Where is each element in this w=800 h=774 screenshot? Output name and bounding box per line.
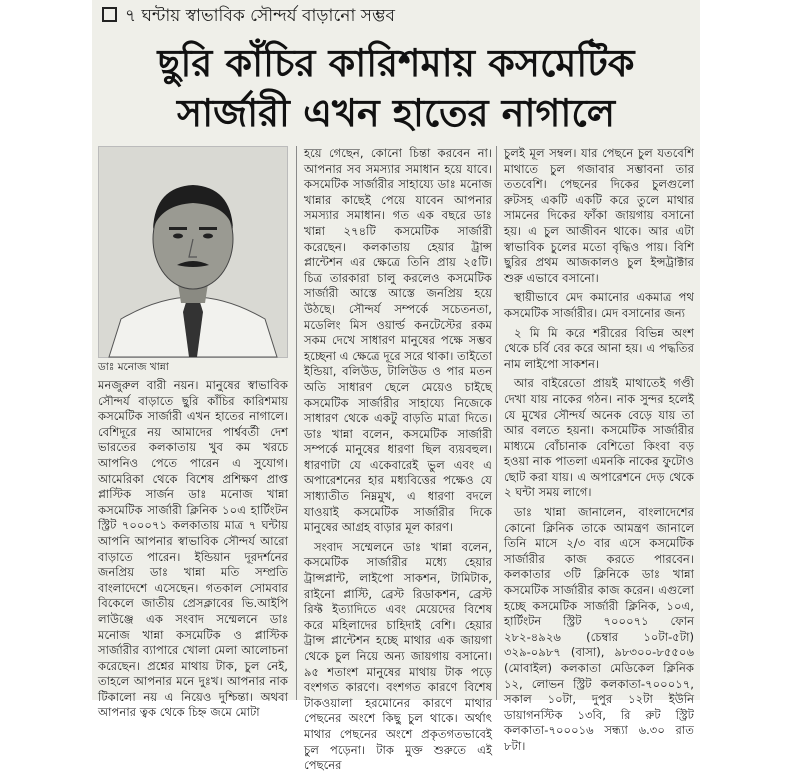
photo-caption: ডাঃ মনোজ খান্না (98, 361, 169, 373)
column-rule (296, 146, 297, 700)
portrait-photo (98, 146, 288, 358)
kicker-text: ৭ ঘন্টায় স্বাভাবিক সৌন্দর্য বাড়ানো সম্ভব (125, 6, 395, 26)
kicker-line (102, 5, 692, 27)
headline-line-1: ছুরি কাঁচির কারিশমায় কসমেটিক (157, 41, 635, 85)
article-column-2 (304, 146, 492, 773)
headline-line-2: সার্জারী এখন হাতের নাগালে (176, 91, 616, 135)
column-rule (496, 146, 497, 700)
paragraph: মনজুরুল বারী নয়ন। মানুষের স্বাভাবিক সৌন্দর্য বাড়াতে ছুরি কাঁচির কারিশমায় কসমেটিক সার্জারী এখন হাতের নাগালে। বেশিদূরে নয় আমাদের পার্শ্ববর্তী দেশ ভারতের কলকাতায় খুব কম খরচে আপনিও পেতে পারেন এ সুযোগ। আমেরিকা থেকে বিশেষ প্রশিক্ষণ প্রাপ্ত প্লাস্টিক সার্জন ডাঃ মনোজ খান্না কসমেটিক সার্জারী ক্লিনিক ১০এ হার্টিংটন স্ট্রিট ৭০০০৭১ কলকাতায় মাত্র ৭ ঘন্টায় আপনি আপনার স্বাভাবিক সৌন্দর্য আরো বাড়াতে পারেন। ইন্ডিয়ান দূরদর্শনের জনপ্রিয় ডাঃ খান্না মতি সম্প্রতি বাংলাদেশে এসেছেন। গতকাল সোমবার বিকেলে জাতীয় প্রেসক্লাবের ভি.আইপি লাউঞ্জে এক সংবাদ সম্মেলনে ডাঃ মনোজ খান্না কসমেটিক ও প্লাস্টিক সার্জারীর ব্যাপারে খোলা মেলা আলোচনা করেছেন। প্রশ্নের মাথায় টাক, চুল নেই, তাহলে আপনার মনে দুঃখ। আপনার নাক টিকালো নয় এ নিয়েও দুশ্চিন্তা। অথবা আপনার ত্বক থেকে চিহ্ন জমে মোটা (98, 378, 288, 720)
paragraph: চুলই মূল সম্বল। যার পেছনে চুল যতবেশি মাথাতে চুল গজাবার সম্ভাবনা তার ততবেশি। পেছনের দিকের চুলগুলো রুটসহ একটি একটি করে তুলে মাথার সামনের দিকের ফাঁকা জায়গায় বসানো হয়। এ চুল আজীবন থাকে। আর এটা স্বাভাবিক চুলের মতো বৃদ্ধিও পায়। বিশি ছুরির প্রথম আজকালও চুল ইন্সট্রাক্টার শুরু এভাবে বসানো। (504, 146, 694, 285)
newspaper-clipping (92, 0, 700, 773)
paragraph: আর বাইরেতো প্রায়ই মাথাতেই গণ্ডী দেখা যায় নাকের গঠন। নাক সুন্দর হলেই যে মুখের সৌন্দর্য অনেক বেড়ে যায় তা আর বলতে হয়না। কসমেটিক সার্জারীর মাধ্যমে বোঁচানাক বেশিতো কিংবা বড় হওয়া নাক পাতলা এমনকি নাকের ফুটোও ছোট করা যায়। এ অপারেশনে দেড় থেকে ২ ঘন্টা সময় লাগে। (504, 376, 694, 500)
paragraph: ২ মি মি করে শরীরের বিভিন্ন অংশ থেকে চর্বি বের করে আনা হয়। এ পদ্ধতির নাম লাইপো সাকশন। (504, 325, 694, 371)
paragraph: সংবাদ সম্মেলনে ডাঃ খান্না বলেন, কসমেটিক সার্জারীর মধ্যে হেয়ার ট্রান্সপ্লান্ট, লাইপো সাকশন, টামিটাক, রাইনো প্লাস্টি, ব্রেস্ট রিডাকশন, ব্রেস্ট রিফ্ট ইত্যাদিতে এবং মেয়েদের বিশেষ করে মহিলাদের চাহিদাই বেশি। হেয়ার ট্রান্স প্লান্টেশন হচ্ছে মাথার এক জায়গা থেকে চুল নিয়ে অন্য জায়গায় বসানো। ৯৫ শতাংশ মানুষের মাথায় টাক পড়ে বংশগত কারণে। বংশগত কারণে বিশেষ টাকওয়ালা হরমোনের কারণে মাথার পেছনের অংশে কিছু চুল থাকে। অর্থাৎ মাথার পেছনের অংশে প্রকৃতগতভাবেই চুল পড়েনা। টাক মুক্ত শুরুতে এই পেছনের (304, 539, 492, 773)
portrait-illustration (99, 147, 287, 357)
square-bullet-icon (102, 7, 117, 22)
paragraph: হয়ে গেছেন, কোনো চিন্তা করবেন না। আপনার সব সমস্যার সমাধান হয়ে যাবে। কসমেটিক সার্জারীর সাহায্যে ডাঃ মনোজ খান্নার কাছেই পেয়ে যাবেন আপনার সমস্যার সমাধান। গত এক বছরে ডাঃ খান্না ২৭৪টি কসমেটিক সার্জারী করেছেন। কলকাতায় হেয়ার ট্রান্স প্লান্টেশন এর ক্ষেত্রে তিনি প্রায় ২৫টি। চিত্র তারকারা চালু করলেও কসমেটিক সার্জারী আস্তে আস্তে জনপ্রিয় হয়ে উঠছে। সৌন্দর্য সম্পর্কে সচেতনতা, মডেলিং মিস ওয়ার্ল্ড কনটেস্টের রকম সকম দেখে সাধারণ মানুষের পক্ষে সম্ভব হচ্ছেনা এ ক্ষেত্রে দূরে সরে থাকা। তাইতো ইন্ডিয়া, বলিউড, টালিউড ও পার মতন অতি সাধারণ ছেলে মেয়েও চাইছে কসমেটিক সার্জারীর সাহায্যে নিজেকে সাধারণ থেকে একটু বাড়তি মাত্রা দিতে। ডাঃ খান্না বলেন, কসমেটিক সার্জারী সম্পর্কে মানুষের ধারণা ছিল ব্যয়বহুল। ধারণাটা যে একেবারেই ভুল এবং এ অপারেশনের হার মধ্যবিত্তের পক্ষেও যে সাধ্যাতীত নিম্নমুখ, এ ধারণা বদলে যাওয়াই কসমেটিক সার্জারীর দিকে মানুষের আগ্রহ বাড়ার মূল কারণ। (304, 146, 492, 535)
article-column-1 (98, 146, 288, 720)
paragraph: ডাঃ খান্না জানালেন, বাংলাদেশের কোনো ক্লিনিক তাকে আমন্ত্রণ জানালে তিনি মাসে ২/৩ বার এসে কসমেটিক সার্জারীর কাজ করতে পারবেন। কলকাতার ৩টি ক্লিনিকে ডাঃ খান্না কসমেটিক সার্জারীর কাজ করেন। এগুলো হচ্ছে কসমেটিক সার্জারী ক্লিনিক, ১০এ, হার্টিংটন স্ট্রিট ৭০০০৭১ ফোন ২৮২-৪৯২৬ (চেম্বার ১০টা-৫টা) ৩২৯-০৯৮৭ (বাসা), ৯৮৩০০-৮৫৫০৬ (মোবাইল) কলকাতা মেডিকেল ক্লিনিক ১২, লোভন স্ট্রিট কলকাতা-৭০০০১৭, সকাল ১০টা, দুপুর ১২টা ইউনি ডায়াগনস্টিক ১৩বি, রি রুট স্ট্রিট কলকাতা-৭০০০১৬ সন্ধ্যা ৬.৩০ রাত ৮টা। (504, 505, 694, 753)
article-column-3 (504, 146, 694, 753)
paragraph: স্থায়ীভাবে মেদ কমানোর একমাত্র পথ কসমেটিক সার্জারীর। মেদ বসানোর জন্য (504, 290, 694, 320)
